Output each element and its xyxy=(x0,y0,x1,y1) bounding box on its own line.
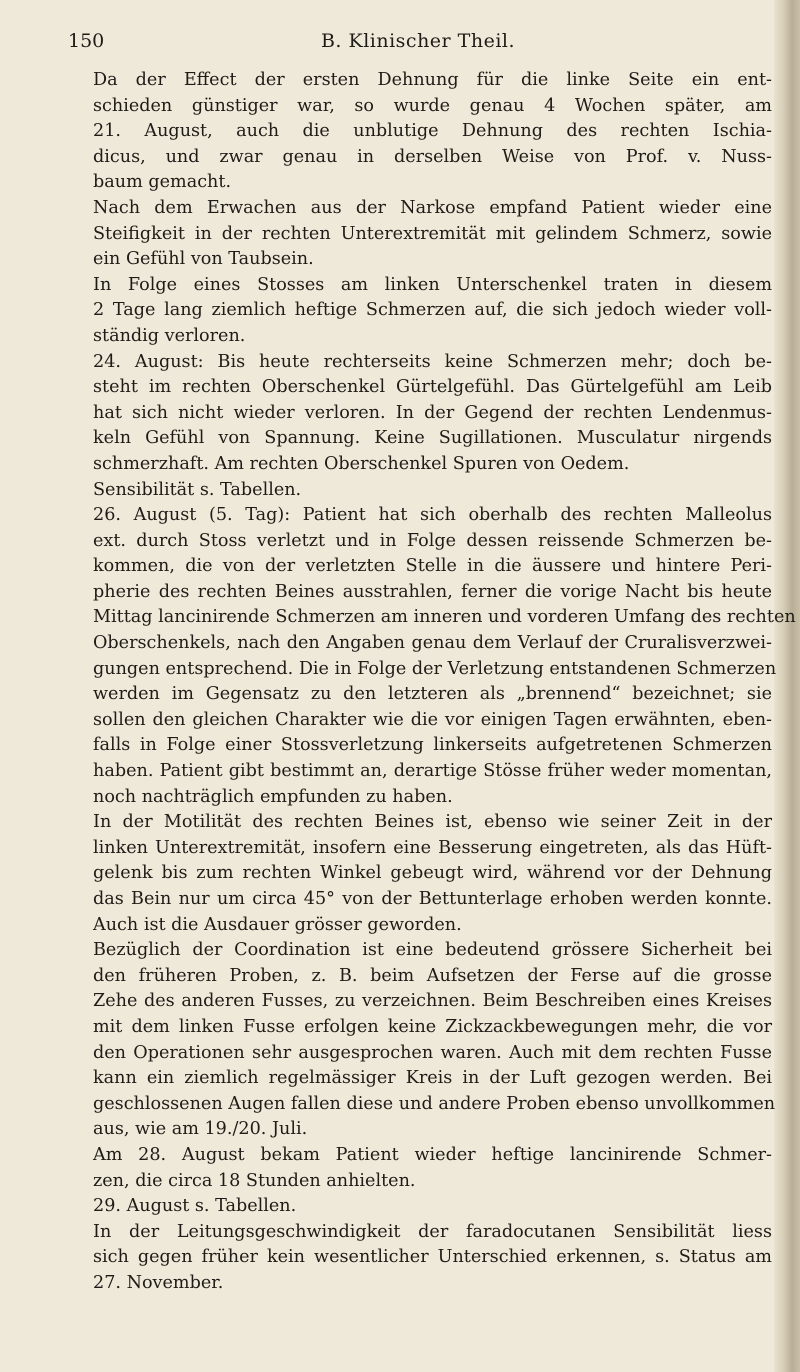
text-line: pherie des rechten Beines ausstrahlen, ferner die vorige Nacht bis heute xyxy=(93,581,772,602)
text-line: ein Gefühl von Taubsein. xyxy=(93,249,314,270)
text-line: Am 28. August bekam Patient wieder heftige lancinirende Schmer- xyxy=(93,1144,772,1165)
page-header xyxy=(68,30,768,60)
text-line: schieden günstiger war, so wurde genau 4 Wochen später, am xyxy=(93,95,772,116)
paragraph xyxy=(72,273,772,350)
text-line: 29. August s. Tabellen. xyxy=(93,1196,297,1217)
text-line: Sensibilität s. Tabellen. xyxy=(93,479,302,500)
text-line: kann ein ziemlich regelmässiger Kreis in der Luft gezogen werden. Bei xyxy=(93,1068,772,1089)
text-line: baum gemacht. xyxy=(93,172,232,193)
text-line: keln Gefühl von Spannung. Keine Sugillationen. Musculatur nirgends xyxy=(93,428,772,449)
text-line: aus, wie am 19./20. Juli. xyxy=(93,1119,308,1140)
text-line: steht im rechten Oberschenkel Gürtelgefühl. Das Gürtelgefühl am Leib xyxy=(93,377,772,398)
text-line: Nach dem Erwachen aus der Narkose empfand Patient wieder eine xyxy=(93,197,772,218)
text-line: Oberschenkels, nach den Angaben genau dem Verlauf der Cruralisverzwei- xyxy=(93,633,772,654)
paragraph xyxy=(72,1194,772,1220)
text-line: gelenk bis zum rechten Winkel gebeugt wird, während vor der Dehnung xyxy=(93,863,772,884)
body-text xyxy=(72,68,796,1297)
text-line: schmerzhaft. Am rechten Oberschenkel Spuren von Oedem. xyxy=(93,453,630,474)
paragraph xyxy=(72,938,776,1143)
text-line: den früheren Proben, z. B. beim Aufsetzen der Ferse auf die grosse xyxy=(93,965,772,986)
text-line: In der Leitungsgeschwindigkeit der faradocutanen Sensibilität liess xyxy=(93,1221,772,1242)
text-line: sich gegen früher kein wesentlicher Unterschied erkennen, s. Status am xyxy=(93,1247,772,1268)
page-edge-shadow xyxy=(774,0,800,1372)
text-line: 26. August (5. Tag): Patient hat sich oberhalb des rechten Malleolus xyxy=(93,505,772,526)
text-line: 24. August: Bis heute rechterseits keine Schmerzen mehr; doch be- xyxy=(93,351,772,372)
text-line: mit dem linken Fusse erfolgen keine Zickzackbewegungen mehr, die vor xyxy=(93,1016,772,1037)
text-line: werden im Gegensatz zu den letzteren als „brennend“ bezeichnet; sie xyxy=(93,684,772,705)
page-number: 150 xyxy=(68,30,105,52)
text-line: sollen den gleichen Charakter wie die vor einigen Tagen erwähnten, eben- xyxy=(93,709,772,730)
paragraph xyxy=(72,1143,772,1194)
text-line: das Bein nur um circa 45° von der Bettunterlage erhoben werden konnte. xyxy=(93,889,772,909)
paragraph xyxy=(72,810,772,938)
text-line: hat sich nicht wieder verloren. In der Gegend der rechten Lendenmus- xyxy=(93,402,772,423)
text-line: den Operationen sehr ausgesprochen waren. Auch mit dem rechten Fusse xyxy=(93,1042,772,1063)
text-line: geschlossenen Augen fallen diese und andere Proben ebenso unvollkommen xyxy=(93,1093,776,1114)
text-line: linken Unterextremität, insofern eine Besserung eingetreten, als das Hüft- xyxy=(93,837,772,858)
text-line: 2 Tage lang ziemlich heftige Schmerzen auf, die sich jedoch wieder voll- xyxy=(93,300,772,321)
paragraph xyxy=(72,478,772,504)
paragraph xyxy=(72,68,772,196)
paragraph xyxy=(72,1220,772,1297)
text-line: Da der Effect der ersten Dehnung für die linke Seite ein ent- xyxy=(93,70,772,90)
paragraph xyxy=(72,196,772,273)
text-line: gungen entsprechend. Die in Folge der Verletzung entstandenen Schmerzen xyxy=(93,658,777,679)
text-line: In der Motilität des rechten Beines ist, ebenso wie seiner Zeit in der xyxy=(93,812,772,833)
paragraph xyxy=(72,503,796,810)
text-line: 21. August, auch die unblutige Dehnung des rechten Ischia- xyxy=(93,121,772,142)
text-line: kommen, die von der verletzten Stelle in die äussere und hintere Peri- xyxy=(93,556,772,577)
text-line: noch nachträglich empfunden zu haben. xyxy=(93,786,453,807)
text-line: Zehe des anderen Fusses, zu verzeichnen. Beim Beschreiben eines Kreises xyxy=(93,991,772,1012)
text-line: ständig verloren. xyxy=(93,325,246,346)
paragraph xyxy=(72,350,772,478)
text-line: zen, die circa 18 Stunden anhielten. xyxy=(93,1170,416,1191)
text-line: ext. durch Stoss verletzt und in Folge dessen reissende Schmerzen be- xyxy=(93,530,772,551)
text-line: Steifigkeit in der rechten Unterextremität mit gelindem Schmerz, sowie xyxy=(93,223,772,244)
text-line: falls in Folge einer Stossverletzung linkerseits aufgetretenen Schmerzen xyxy=(93,735,772,756)
running-head: B. Klinischer Theil. xyxy=(320,30,516,52)
text-line: In Folge eines Stosses am linken Unterschenkel traten in diesem xyxy=(93,274,772,295)
text-line: Mittag lancinirende Schmerzen am inneren und vorderen Umfang des rechten xyxy=(93,607,796,628)
text-line: dicus, und zwar genau in derselben Weise von Prof. v. Nuss- xyxy=(93,146,772,167)
text-line: Bezüglich der Coordination ist eine bedeutend grössere Sicherheit bei xyxy=(93,940,772,961)
text-line: haben. Patient gibt bestimmt an, derartige Stösse früher weder momentan, xyxy=(93,761,772,782)
text-line: Auch ist die Ausdauer grösser geworden. xyxy=(93,914,462,935)
text-line: 27. November. xyxy=(93,1272,224,1293)
